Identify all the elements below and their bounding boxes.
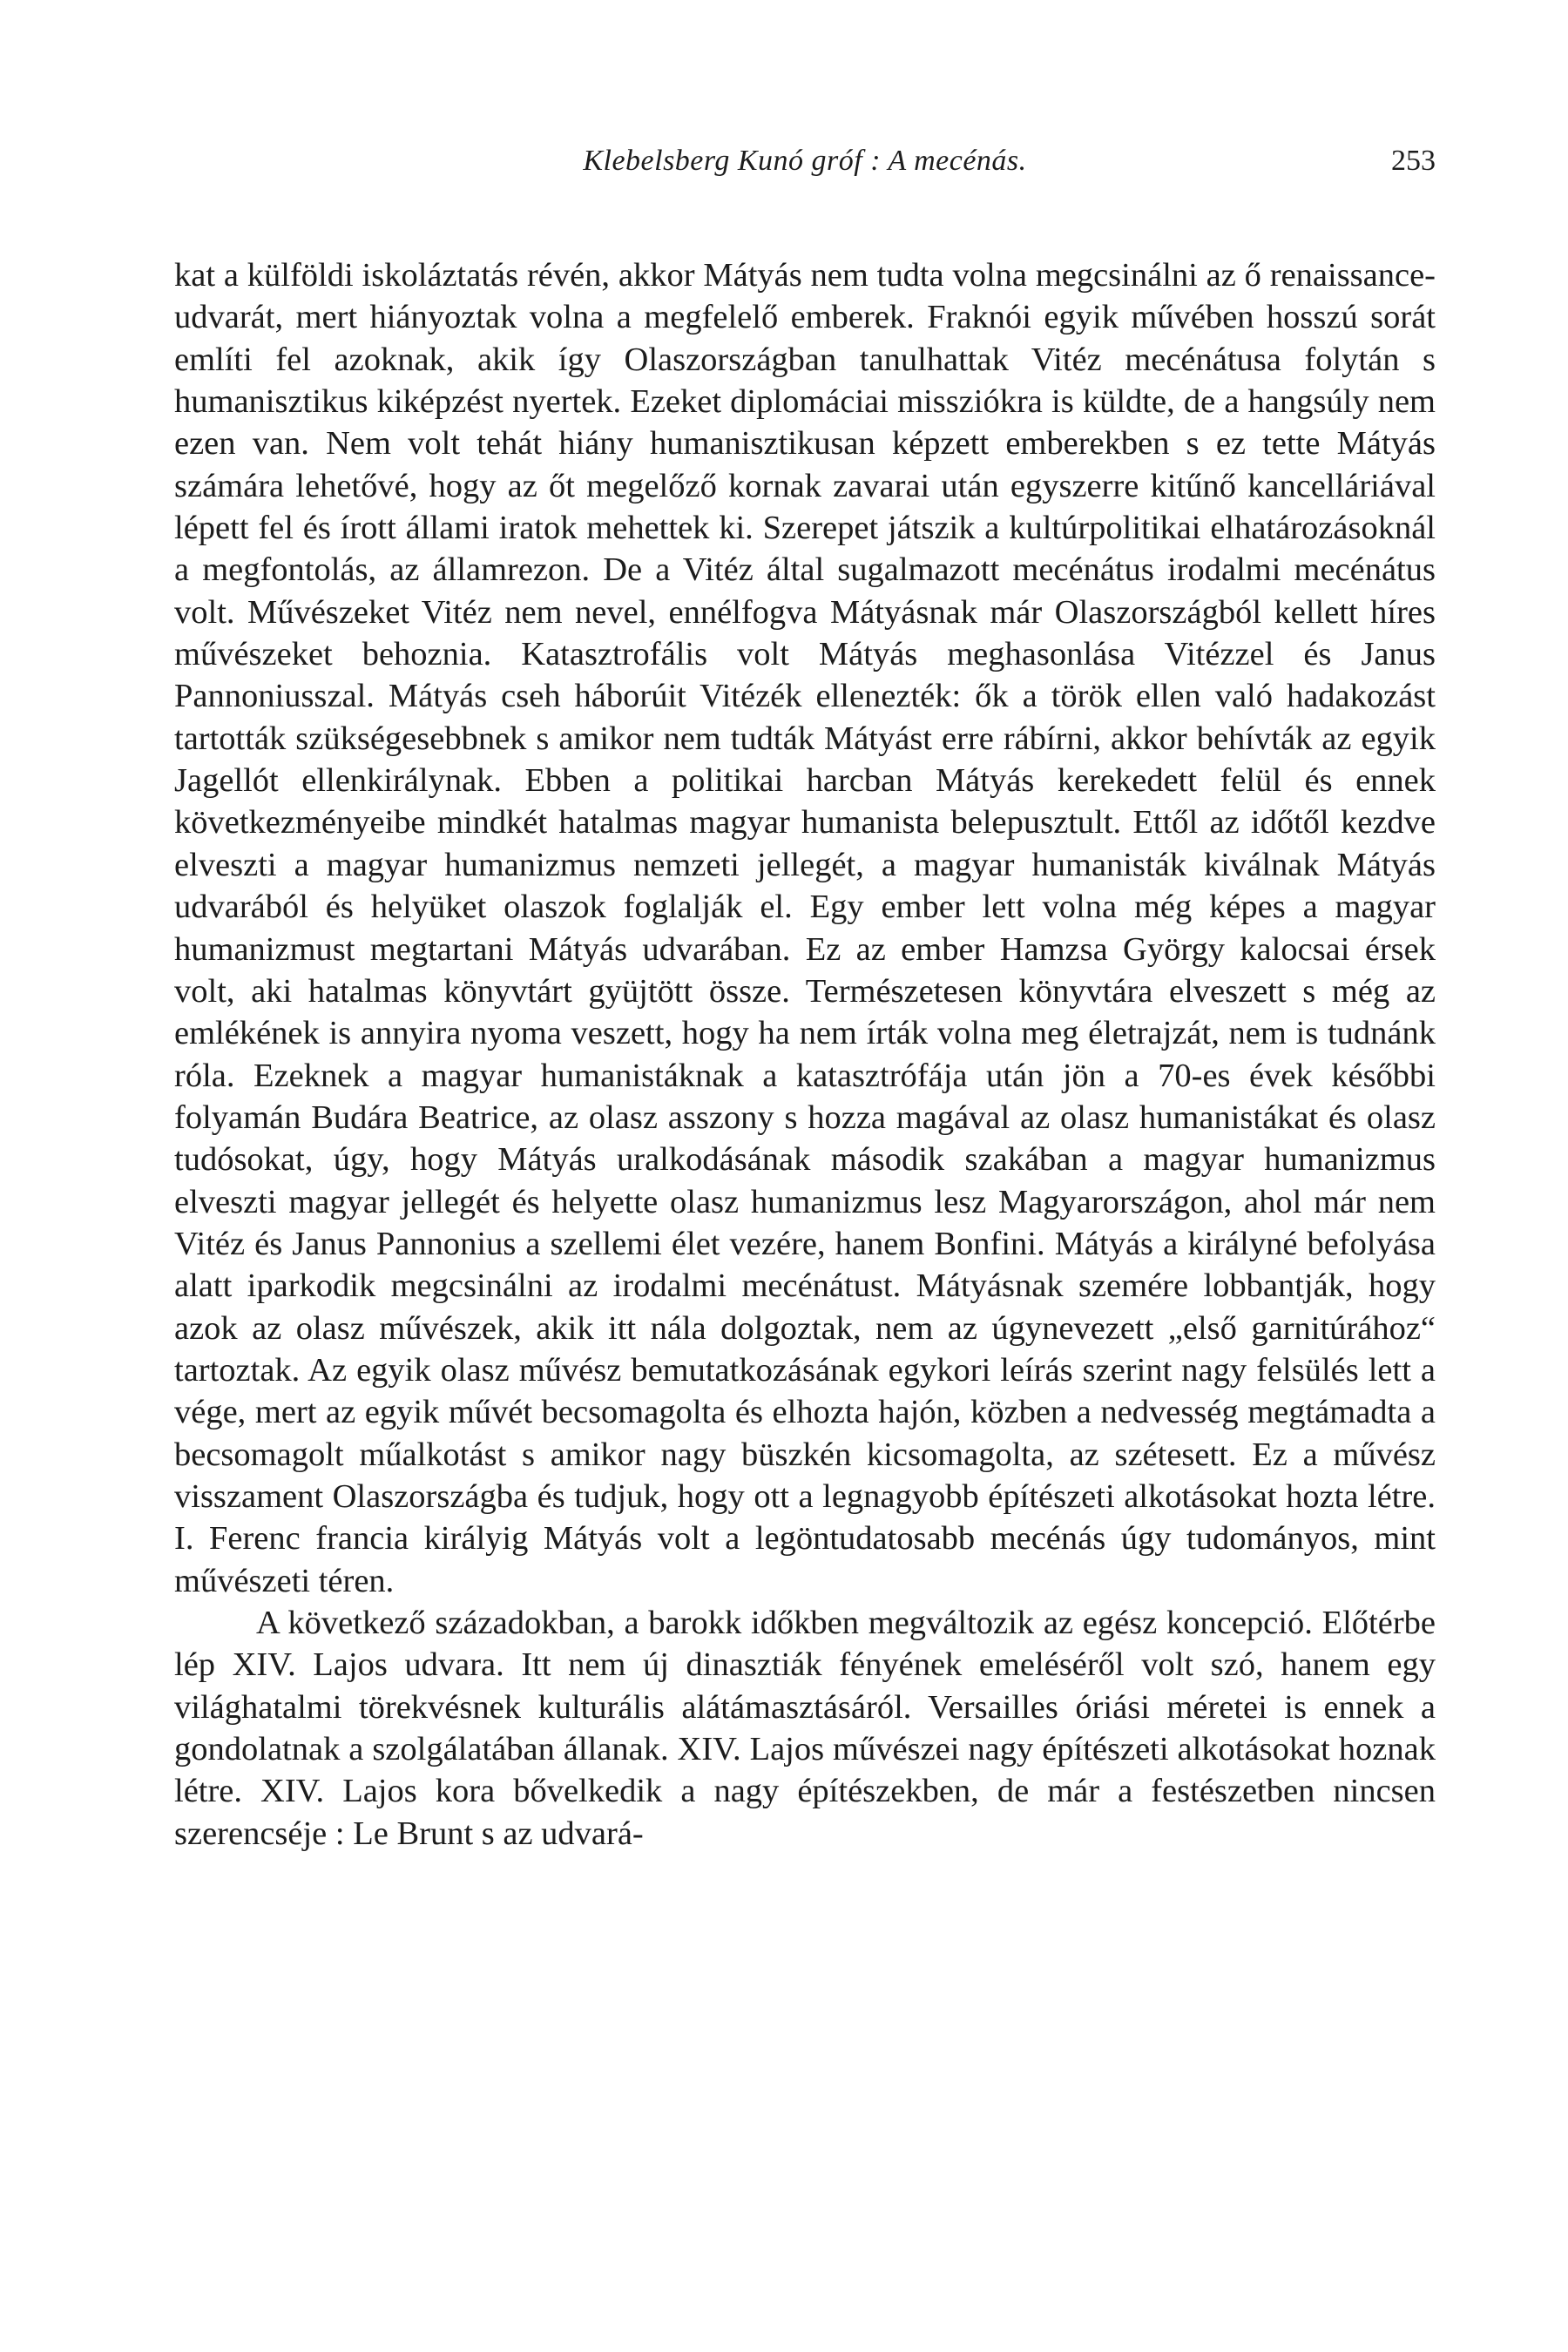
running-header (174, 139, 1436, 183)
paragraph-baroque: A következő századokban, a barokk időkben megváltozik az egész koncepció. Előtérbe lép XIV. Lajos udvara. Itt nem új dinasztiák fényének emeléséről volt szó, hanem egy világhatalmi törekvésnek kulturális alátámasztásáról. Versailles óriási méretei is ennek a gondolatnak a szolgálatában állanak. XIV. Lajos művészei nagy építészeti alkotásokat hoznak létre. XIV. Lajos kora bővelkedik a nagy építészekben, de már a festészetben nincsen szerencséje : Le Brunt s az udvará- (174, 1605, 1436, 1852)
body-text (174, 254, 1436, 1855)
running-title: Klebelsberg Kunó gróf : A mecénás. (583, 145, 1027, 177)
paragraph-continued: kat a külföldi iskoláztatás révén, akkor Mátyás nem tudta volna megcsinálni az ő renaissance-udvarát, mert hiányoztak volna a megfelelő emberek. Fraknói egyik művében hosszú sorát említi fel azoknak, akik így Olaszországban tanulhattak Vitéz mecénátusa folytán s humanisztikus kiképzést nyertek. Ezeket diplomáciai missziókra is küldte, de a hangsúly nem ezen van. Nem volt tehát hiány humanisztikusan képzett emberekben s ez tette Mátyás számára lehetővé, hogy az őt megelőző kornak zavarai után egyszerre kitűnő kancelláriával lépett fel és írott állami iratok mehettek ki. Szerepet játszik a kultúrpolitikai elhatározásoknál a megfontolás, az államrezon. De a Vitéz által sugalmazott mecénátus irodalmi mecénátus volt. Művészeket Vitéz nem nevel, ennélfogva Mátyásnak már Olaszországból kellett híres művészeket behoznia. Katasztrofális volt Mátyás meghasonlása Vitézzel és Janus Pannoniusszal. Mátyás cseh háborúit Vitézék ellenezték: ők a török ellen való hadakozást tartották szükségesebbnek s amikor nem tudták Mátyást erre rábírni, akkor behívták az egyik Jagellót ellenkirálynak. Ebben a politikai harcban Mátyás kerekedett felül és ennek következményeibe mindkét hatalmas magyar humanista belepusztult. Ettől az időtől kezdve elveszti a magyar humanizmus nemzeti jellegét, a magyar humanisták kiválnak Mátyás udvarából és helyüket olaszok foglalják el. Egy ember lett volna még képes a magyar humanizmust megtartani Mátyás udvarában. Ez az ember Hamzsa György kalocsai érsek volt, aki hatalmas könyvtárt gyüjtött össze. Természetesen könyvtára elveszett s még az emlékének is annyira nyoma veszett, hogy ha nem írták volna meg életrajzát, nem is tudnánk róla. Ezeknek a magyar humanistáknak a katasztrófája után jön a 70-es évek későbbi folyamán Budára Beatrice, az olasz asszony s hozza magával az olasz humanistákat és olasz tudósokat, úgy, hogy Mátyás uralkodásának második szakában a magyar humanizmus elveszti magyar jellegét és helyette olasz humanizmus lesz Magyarországon, ahol már nem Vitéz és Janus Pannonius a szellemi élet vezére, hanem Bonfini. Mátyás a királyné befolyása alatt iparkodik megcsinálni az irodalmi mecénátust. Mátyásnak szemére lobbantják, hogy azok az olasz művészek, akik itt nála dolgoztak, nem az úgynevezett „első garnitúrához“ tartoztak. Az egyik olasz művész bemutatkozásának egykori leírás szerint nagy felsülés lett a vége, mert az egyik művét becsomagolta és elhozta hajón, közben a nedvesség megtámadta a becsomagolt műalkotást s amikor nagy büszkén kicsomagolta, az szétesett. Ez a művész visszament Olaszországba és tudjuk, hogy ott a legnagyobb építészeti alkotásokat hozta létre. I. Ferenc francia királyig Mátyás volt a legöntudatosabb mecénás úgy tudományos, mint művészeti téren. (174, 257, 1436, 1599)
page-number: 253 (1391, 145, 1436, 177)
